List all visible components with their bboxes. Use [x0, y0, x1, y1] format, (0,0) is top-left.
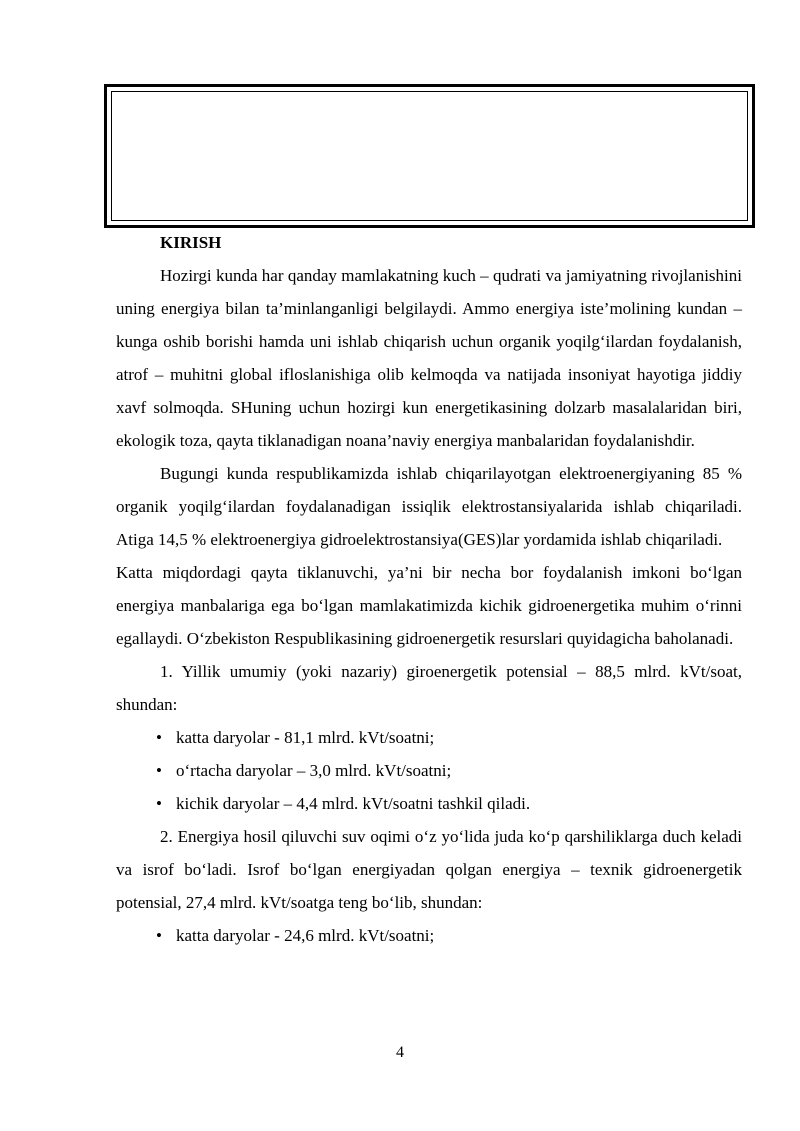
paragraph-potential-1: 1. Yillik umumiy (yoki nazariy) giroenergetik potensial – 88,5 mlrd. kVt/soat, shundan:	[116, 662, 742, 714]
paragraph-potential-2: 2. Energiya hosil qiluvchi suv oqimi o‘z yo‘lida juda ko‘p qarshiliklarga duch keladi va isrof bo‘ladi. Isrof bo‘lgan energiyadan qolgan energiya – texnik gidroenergetik potensial, 27,4 mlrd. kVt/soatga teng bo‘lib, shundan:	[116, 827, 742, 912]
bullet-icon: •	[156, 761, 162, 780]
rivers-list-1	[116, 721, 742, 820]
title-frame	[104, 84, 755, 228]
page-number: 4	[396, 1044, 404, 1061]
list-item-text: kichik daryolar – 4,4 mlrd. kVt/soatni tashkil qiladi.	[176, 794, 531, 813]
list-item-text: katta daryolar - 24,6 mlrd. kVt/soatni;	[176, 926, 435, 945]
paragraph-intro: Hozirgi kunda har qanday mamlakatning kuch – qudrati va jamiyatning rivojlanishini uning energiya bilan ta’minlanganligi belgilaydi. Ammo energiya iste’molining kundan – kunga oshib borishi hamda uni ishlab chiqarish uchun organik yoqilg‘ilardan foydalanish, atrof – muhitni global ifloslanishiga olib kelmoqda va natijada insoniyat hayotiga jiddiy xavf solmoqda. SHuning uchun hozirgi kun energetikasining dolzarb masalalaridan biri, ekologik toza, qayta tiklanadigan noana’naviy energiya manbalaridan foydalanishdir.	[116, 266, 742, 450]
rivers-list-2	[116, 919, 742, 952]
bullet-icon: •	[156, 926, 162, 945]
bullet-icon: •	[156, 794, 162, 813]
paragraph-small-hydro: Katta miqdordagi qayta tiklanuvchi, ya’ni bir necha bor foydalanish imkoni bo‘lgan energiya manbalariga ega bo‘lgan mamlakatimizda kichik gidroenergetika muhim o‘rinni egallaydi. O‘zbekiston Respublikasining gidroenergetik resurslari quyidagicha baholanadi.	[116, 563, 742, 648]
list-item	[116, 721, 742, 754]
section-heading: KIRISH	[160, 233, 222, 252]
list-item-text: o‘rtacha daryolar – 3,0 mlrd. kVt/soatni;	[176, 761, 452, 780]
paragraph-electricity: Bugungi kunda respublikamizda ishlab chiqarilayotgan elektroenergiyaning 85 % organik yoqilg‘ilardan foydalanadigan issiqlik elektrostansiyalarida ishlab chiqariladi. Atiga 14,5 % elektroenergiya gidroelektrostansiya(GES)lar yordamida ishlab chiqariladi.	[116, 464, 742, 549]
list-item	[116, 754, 742, 787]
title-frame-inner-border	[111, 91, 748, 221]
bullet-icon: •	[156, 728, 162, 747]
list-item	[116, 919, 742, 952]
list-item	[116, 787, 742, 820]
page-content	[116, 226, 742, 952]
list-item-text: katta daryolar - 81,1 mlrd. kVt/soatni;	[176, 728, 435, 747]
